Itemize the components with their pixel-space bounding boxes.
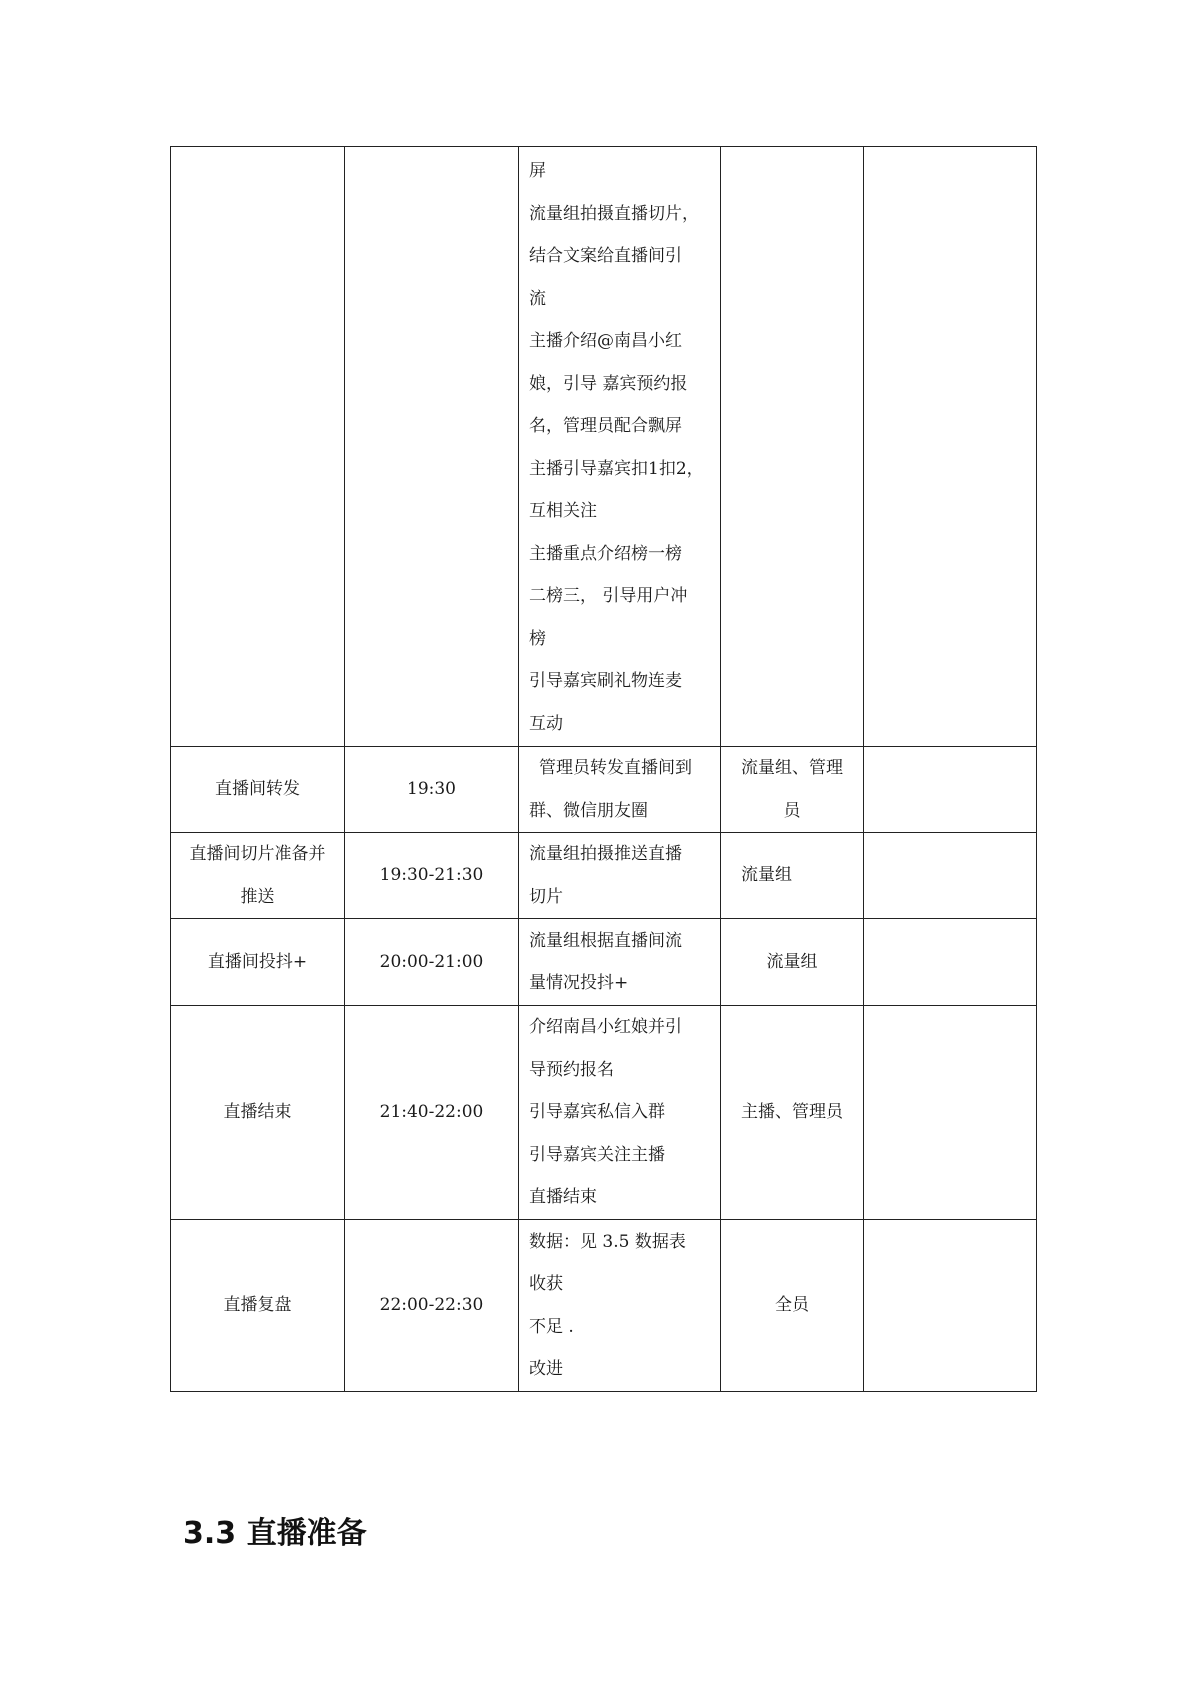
time-line: 21:40-22:00 xyxy=(379,1102,484,1123)
cell-owner xyxy=(721,1006,864,1220)
cell-owner xyxy=(721,747,864,833)
owner-line: 全员 xyxy=(775,1295,809,1316)
cell-owner xyxy=(721,919,864,1006)
table-row xyxy=(171,919,1037,1006)
activity-line: 直播复盘 xyxy=(223,1295,292,1316)
cell-activity xyxy=(171,147,345,747)
description-line: 管理员转发直播间到 xyxy=(539,758,692,778)
description-line: 群、微信朋友圈 xyxy=(529,800,648,821)
cell-activity xyxy=(171,919,345,1006)
description-line: 主播引导嘉宾扣1扣2， xyxy=(529,458,704,479)
cell-description xyxy=(519,147,721,747)
cell-owner xyxy=(721,1220,864,1392)
cell-time xyxy=(345,1006,519,1220)
description-line: 屏 xyxy=(529,161,546,181)
time-line: 22:00-22:30 xyxy=(379,1295,484,1316)
cell-activity xyxy=(171,1220,345,1392)
description-line: 流 xyxy=(529,288,546,309)
description-line: 娘，引导 嘉宾预约报 xyxy=(529,373,688,394)
cell-time xyxy=(345,1220,519,1392)
section-heading: 3.3 直播准备 xyxy=(183,1516,367,1551)
activity-line: 直播结束 xyxy=(223,1102,292,1123)
time-line: 19:30-21:30 xyxy=(379,865,484,886)
description-line: 介绍南昌小红娘并引 xyxy=(529,1017,682,1038)
owner-line: 流量组 xyxy=(741,865,792,886)
table-row xyxy=(171,747,1037,833)
description-line: 主播重点介绍榜一榜 xyxy=(529,543,682,564)
cell-time xyxy=(345,747,519,833)
description-line: 流量组根据直播间流 xyxy=(529,930,682,951)
description-line: 量情况投抖+ xyxy=(529,973,629,993)
description-line: 二榜三， 引导用户冲 xyxy=(529,586,688,606)
cell-remark xyxy=(864,919,1037,1006)
activity-line: 直播间切片准备并 xyxy=(189,844,326,864)
owner-line: 流量组 xyxy=(766,951,818,972)
description-line: 流量组拍摄推送直播 xyxy=(529,844,682,864)
description-line: 引导嘉宾关注主播 xyxy=(529,1144,665,1165)
cell-owner xyxy=(721,147,864,747)
description-line: 不足 . xyxy=(529,1316,574,1337)
cell-activity xyxy=(171,1006,345,1220)
description-line: 直播结束 xyxy=(529,1187,597,1208)
description-line: 结合文案给直播间引 xyxy=(529,246,682,266)
description-line: 数据：见 3.5 数据表 xyxy=(529,1231,686,1252)
cell-remark xyxy=(864,747,1037,833)
description-line: 名，管理员配合飘屏 xyxy=(529,416,682,436)
cell-description xyxy=(519,833,721,919)
cell-remark xyxy=(864,833,1037,919)
cell-time xyxy=(345,833,519,919)
cell-description xyxy=(519,747,721,833)
cell-remark xyxy=(864,1006,1037,1220)
cell-time xyxy=(345,919,519,1006)
cell-owner xyxy=(721,833,864,919)
cell-description xyxy=(519,1220,721,1392)
description-line: 互动 xyxy=(529,713,563,734)
description-line: 流量组拍摄直播切片， xyxy=(529,203,699,224)
cell-remark xyxy=(864,1220,1037,1392)
owner-line: 流量组、管理 xyxy=(741,758,843,778)
table-row xyxy=(171,1220,1037,1392)
schedule-table xyxy=(170,146,1037,1392)
time-line: 19:30 xyxy=(407,779,456,800)
cell-time xyxy=(345,147,519,747)
description-line: 互相关注 xyxy=(529,501,597,521)
activity-line: 推送 xyxy=(240,886,275,907)
time-line: 20:00-21:00 xyxy=(379,951,484,972)
activity-line: 直播间转发 xyxy=(215,779,300,800)
description-line: 引导嘉宾刷礼物连麦 xyxy=(529,671,682,691)
table-row xyxy=(171,147,1037,747)
cell-description xyxy=(519,919,721,1006)
description-line: 收获 xyxy=(529,1274,563,1294)
cell-description xyxy=(519,1006,721,1220)
cell-remark xyxy=(864,147,1037,747)
owner-line: 员 xyxy=(783,800,801,821)
table-row xyxy=(171,1006,1037,1220)
cell-activity xyxy=(171,833,345,919)
description-line: 主播介绍@南昌小红 xyxy=(529,331,682,351)
description-line: 改进 xyxy=(529,1359,563,1379)
description-line: 引导嘉宾私信入群 xyxy=(529,1102,665,1123)
description-line: 榜 xyxy=(529,628,546,649)
owner-line: 主播、管理员 xyxy=(741,1102,843,1123)
activity-line: 直播间投抖+ xyxy=(207,951,308,972)
description-line: 导预约报名 xyxy=(529,1059,614,1080)
description-line: 切片 xyxy=(529,886,563,907)
table-row xyxy=(171,833,1037,919)
cell-activity xyxy=(171,747,345,833)
